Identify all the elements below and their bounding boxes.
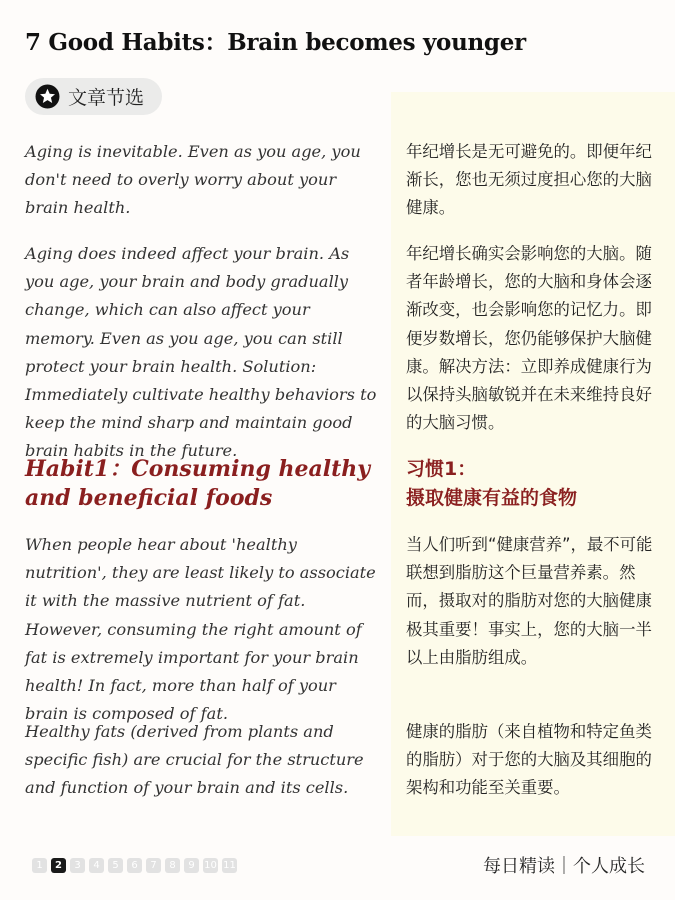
page-dot[interactable]: 7 [146,858,161,873]
chinese-heading-line-2: 摄取健康有益的食物 [406,487,578,509]
page-indicator [32,858,237,873]
chinese-paragraph-3: 当人们听到“健康营养”，最不可能联想到脂肪这个巨量营养素。然而，摄取对的脂肪对您的大脑健康极其重要！事实上，您的大脑一半以上由脂肪组成。 [406,535,653,667]
page-dot[interactable]: 11 [223,860,236,871]
english-paragraph-3: When people hear about 'healthy nutrition', they are least likely to associate it with the massive nutrient of fat. However, consuming the right amount of fat is extremely important for your brain health! In fact, more than half of your brain is composed of fat. [25,535,376,724]
english-section-heading: Habit1：Consuming healthy and beneficial foods [25,456,371,511]
badge-label: 文章节选 [68,87,145,109]
page-title: 7 Good Habits：Brain becomes younger [25,29,526,56]
star-badge-icon [35,84,60,109]
english-paragraph-1: Aging is inevitable. Even as you age, you don't need to overly worry about your brain health. [25,142,361,218]
page-dot[interactable]: 10 [204,860,217,871]
page-dot[interactable]: 1 [32,858,47,873]
page-dot[interactable]: 3 [70,858,85,873]
chinese-paragraph-2: 年纪增长确实会影响您的大脑。随者年龄增长，您的大脑和身体会逐渐改变，也会影响您的记忆力。即便岁数增长，您仍能够保护大脑健康。解决方法：立即养成健康行为以保持头脑敏锐并在未来维持良好的大脑习惯。 [406,244,652,433]
page-dot[interactable]: 9 [184,858,199,873]
chinese-paragraph-1: 年纪增长是无可避免的。即便年纪渐长，您也无须过度担心您的大脑健康。 [406,142,652,218]
page-dot[interactable]: 5 [108,858,123,873]
page-dot[interactable]: 4 [89,858,104,873]
chinese-section-heading [406,455,656,513]
english-paragraph-4: Healthy fats (derived from plants and specific fish) are crucial for the structure and function of your brain and its cells. [25,722,364,798]
english-paragraph-2: Aging does indeed affect your brain. As you age, your brain and body gradually change, which can also affect your memory. Even as you age, you can still protect your brain health. Solution: Immediately cultivate healthy behaviors to keep the mind sharp and maintain good brain habits in the future. [25,244,377,461]
chinese-paragraph-4: 健康的脂肪（来自植物和特定鱼类的脂肪）对于您的大脑及其细胞的架构和功能至关重要。 [406,722,652,798]
footer-tagline: 每日精读｜个人成长 [483,856,645,877]
page-dot[interactable]: 2 [51,858,66,873]
chinese-heading-line-1: 习惯1： [406,458,477,480]
page-dot[interactable]: 6 [127,858,142,873]
page-dot[interactable]: 8 [165,858,180,873]
excerpt-badge [25,78,162,115]
